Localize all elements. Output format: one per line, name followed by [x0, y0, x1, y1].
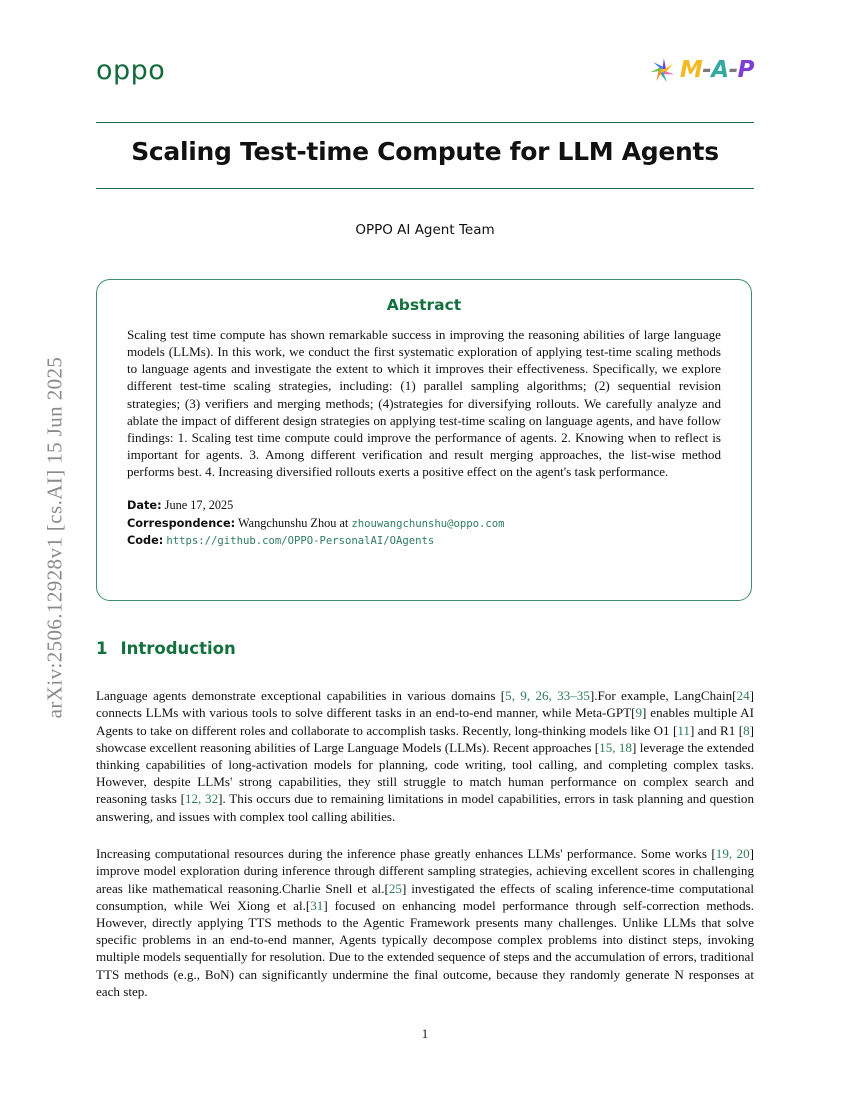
- section-title: Introduction: [120, 639, 236, 658]
- citation-ref[interactable]: 31: [310, 897, 324, 913]
- date-value: June 17, 2025: [164, 498, 234, 513]
- introduction-paragraph-1: [96, 687, 754, 825]
- abstract-box: [96, 279, 752, 601]
- correspondence-email-link[interactable]: zhouwangchunshu@oppo.com: [351, 517, 505, 530]
- para2-text-4: ] focused on enhancing model performance through self-correction methods. However, directly applying TTS methods to the Agentic Framework presents many challenges. Unlike LLMs that solve specific problems in an end-to-end manner, Agents typically decompose complex problems into distinct steps, invoking multiple models sequentially for resolution. Due to the extended sequence of steps and the accumulation of errors, traditional TTS methods (e.g., BoN) can significantly undermine the final outcome, because they randomly generate N responses at each step.: [96, 897, 754, 999]
- para1-text-1: Language agents demonstrate exceptional capabilities in various domains [: [96, 688, 506, 704]
- para1-text-6: ] showcase excellent reasoning abilities of Large Language Models (LLMs). Recent approaches [: [96, 722, 754, 755]
- para1-text-2: ].For example, LangChain[: [589, 688, 737, 704]
- map-letter-a: A: [711, 56, 729, 83]
- metadata-code-row: [127, 532, 721, 549]
- citation-ref[interactable]: 15, 18: [599, 739, 632, 755]
- citation-ref[interactable]: 12, 32: [184, 791, 219, 807]
- header-logo-row: [96, 50, 754, 90]
- metadata-date-row: [127, 497, 721, 514]
- section-heading-introduction: [96, 639, 754, 658]
- section-number: 1: [96, 639, 108, 658]
- title-rule-bottom: [96, 188, 754, 189]
- citation-ref[interactable]: 11: [677, 722, 690, 738]
- map-letter-p: P: [737, 56, 754, 83]
- citation-ref[interactable]: 19, 20: [715, 846, 750, 862]
- oppo-logo: oppo: [96, 54, 166, 86]
- paper-page: [96, 0, 754, 1100]
- citation-ref[interactable]: 5, 9, 26, 33–35: [505, 688, 590, 704]
- correspondence-value: Wangchunshu Zhou at: [238, 515, 349, 530]
- para2-text-1: Increasing computational resources during the inference phase greatly enhances LLMs' performance. Some works [: [96, 846, 716, 862]
- map-dash-1: -: [702, 56, 712, 83]
- title-rule-top: [96, 122, 754, 123]
- author-line: OPPO AI Agent Team: [355, 222, 495, 238]
- citation-ref[interactable]: 9: [635, 705, 643, 721]
- citation-ref[interactable]: 24: [736, 688, 750, 704]
- para2-text-2: ] improve model exploration during inference through different sampling strategies, achieving excellent scores in challenging areas like mathematical reasoning.Charlie Snell et al.[: [96, 846, 755, 896]
- arxiv-stamp: [0, 0, 90, 1100]
- map-logo: [649, 57, 754, 84]
- map-star-icon: [649, 57, 676, 84]
- map-letter-m: M: [679, 56, 703, 83]
- para1-text-4: ] enables multiple AI Agents to take on different roles and collaborate to accomplish tasks. Recently, long-thinking models like O1 [: [96, 705, 754, 738]
- abstract-heading: Abstract: [386, 296, 462, 314]
- correspondence-label: Correspondence:: [127, 516, 236, 530]
- map-logo-text: [679, 56, 754, 83]
- abstract-body: Scaling test time compute has shown remarkable success in improving the reasoning abilities of large language models (LLMs). In this work, we conduct the first systematic exploration of applying test-time scaling methods to language agents and investigate the extent to which it improves their effectiveness. Specifically, we explore different test-time scaling strategies, including: (1) parallel sampling algorithms; (2) sequential revision strategies; (3) verifiers and merging methods; (4)strategies for diversifying rollouts. We carefully analyze and ablate the impact of different design strategies on applying test-time scaling on language agents, and have follow findings: 1. Scaling test time compute could improve the performance of agents. 2. Knowing when to reflect is important for agents. 3. Among different verification and result merging approaches, the list-wise method performs best. 4. Increasing diversified rollouts exerts a positive effect on the agent's task performance.: [127, 327, 721, 480]
- code-repository-link[interactable]: https://github.com/OPPO-PersonalAI/OAgents: [166, 535, 435, 548]
- abstract-metadata: [127, 497, 721, 549]
- para1-text-7: ] leverage the extended thinking capabilities of long-activation models for planning, code writing, tool calling, and completing complex tasks. However, despite LLMs' strong capabilities, they still struggle to match human performance on complex search and reasoning tasks [: [96, 739, 755, 807]
- map-dash-2: -: [728, 56, 738, 83]
- introduction-paragraph-2: [96, 845, 754, 1000]
- metadata-correspondence-row: [127, 515, 721, 532]
- para1-text-5: ] and R1 [: [689, 722, 744, 738]
- para2-text-3: ] investigated the effects of scaling inference-time computational consumption, while Wei Xiong et al.[: [96, 880, 754, 913]
- citation-ref[interactable]: 25: [388, 880, 402, 896]
- citation-ref[interactable]: 8: [743, 722, 750, 738]
- date-label: Date:: [127, 499, 162, 513]
- arxiv-stamp-text: arXiv:2506.12928v1 [cs.AI] 15 Jun 2025: [42, 356, 67, 719]
- para1-text-8: ]. This occurs due to remaining limitations in model capabilities, errors in task planning and question answering, and issues with complex tool calling abilities.: [96, 791, 755, 824]
- para1-text-3: ] connects LLMs with various tools to solve different tasks in an end-to-end manner, while Meta-GPT[: [96, 688, 754, 721]
- page-number: 1: [421, 1027, 429, 1041]
- page-title: Scaling Test-time Compute for LLM Agents: [131, 137, 719, 166]
- code-label: Code:: [127, 534, 164, 548]
